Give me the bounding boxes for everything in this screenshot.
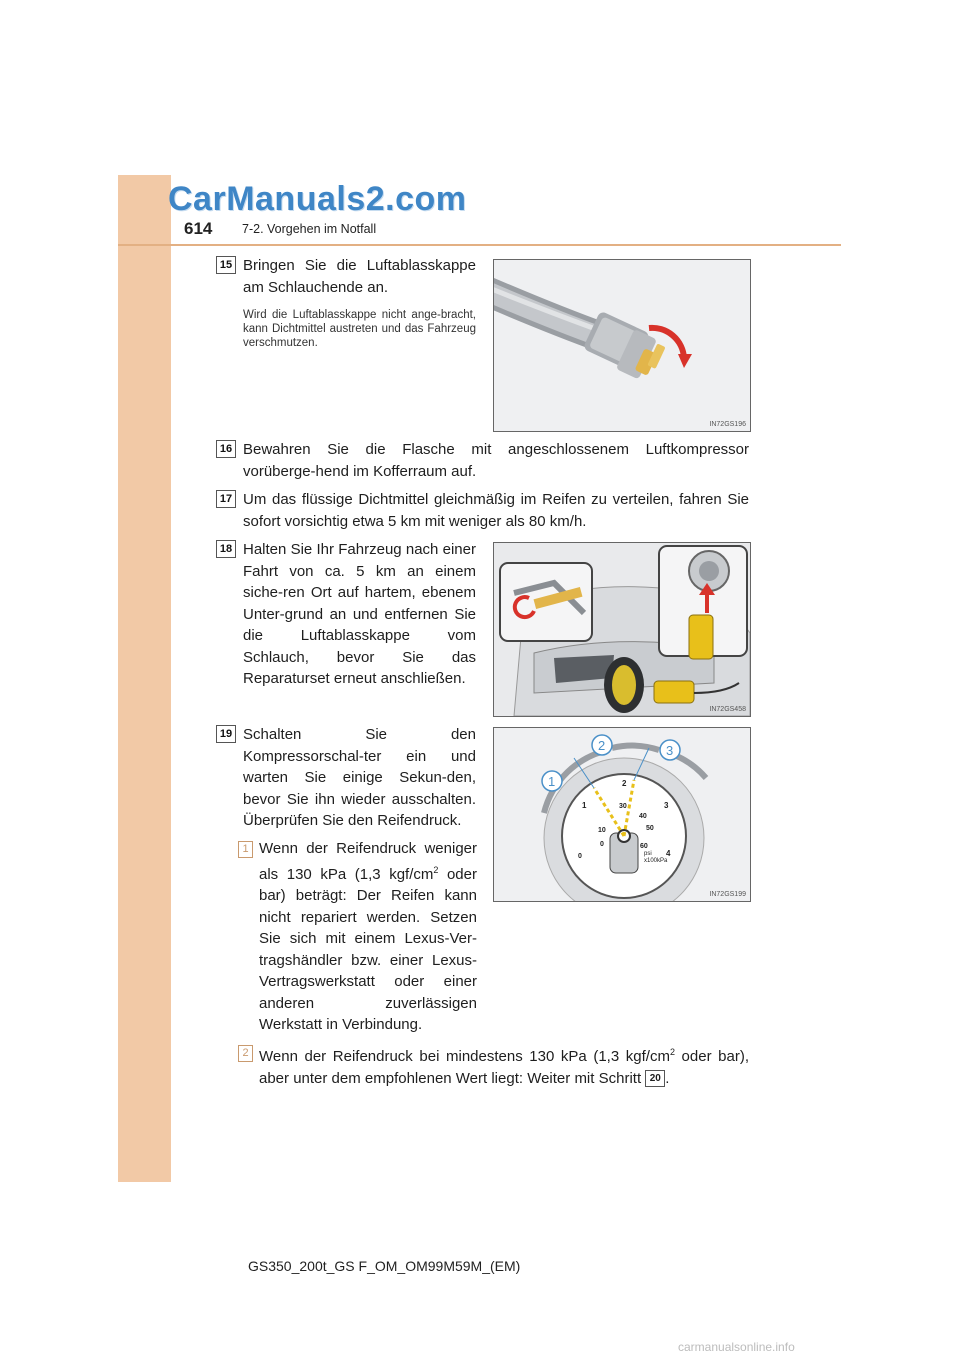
side-tab	[118, 175, 171, 1182]
gauge-outer-tick: 4	[666, 849, 671, 858]
sub-badge-1: 1	[238, 841, 253, 858]
pressure-gauge-illustration	[494, 728, 750, 901]
step-badge-17: 17	[216, 490, 236, 508]
step-17-text: Um das flüssige Dichtmittel gleichmäßig im Reifen zu verteilen, fahren Sie sofort vorsichtig etwa 5 km mit weniger als 80 km/h.	[243, 491, 749, 530]
step-badge-19: 19	[216, 725, 236, 743]
watermark-url: carmanualsonline.info	[678, 1340, 795, 1354]
sub-item-1-text: Wenn der Reifendruck weniger als 130 kPa (1,3 kgf/$cm^2$ oder bar) beträgt: Der Reifen kann nicht repariert werden. Setzen Sie sich mit einem Lexus-Ver-tragshändler bzw. einer Lexus-Vertragswerkstatt oder einer anderen zuverlässigen Werkstatt in Verbindung.	[259, 840, 477, 1033]
gauge-outer-tick: 2	[622, 779, 627, 788]
sub-item-2-text: Wenn der Reifendruck bei mindestens 130 kPa (1,3 kgf/$cm^2$ oder bar), aber unter dem empfohlenen Wert liegt: Weiter mit Schritt 20 .	[259, 1047, 750, 1087]
figure-code: IN72GS199	[709, 891, 746, 898]
gauge-inner-tick: 30	[619, 803, 627, 810]
gauge-inner-tick: 40	[639, 813, 647, 820]
step-badge-18: 18	[216, 540, 236, 558]
sub-badge-2: 2	[238, 1045, 253, 1062]
step-16-text: Bewahren Sie die Flasche mit angeschlossenem Luftkompressor vorüberge-hend im Kofferraum auf.	[243, 441, 749, 480]
header-divider	[118, 244, 841, 246]
step-15-text: Bringen Sie die Luftablasskappe am Schlauchende an.	[243, 257, 476, 296]
gauge-inner-tick: 50	[646, 825, 654, 832]
step-15-note: Wird die Luftablasskappe nicht ange-bracht, kann Dichtmittel austreten und das Fahrzeug verschmutzen.	[243, 309, 476, 349]
gauge-inner-tick: 10	[598, 827, 606, 834]
gauge-callout-1: 1	[548, 774, 556, 789]
page-number: 614	[184, 219, 213, 238]
step-badge-15: 15	[216, 256, 236, 274]
watermark-logo: CarManuals2.com	[168, 180, 467, 218]
gauge-zero-label: 0	[578, 853, 582, 860]
figure-code: IN72GS196	[709, 421, 746, 428]
section-title: 7-2. Vorgehen im Notfall	[242, 222, 377, 236]
figure-code: IN72GS458	[709, 706, 746, 713]
figure-hose-cap	[493, 259, 751, 432]
hose-cap-illustration	[494, 260, 750, 431]
gauge-unit-kpa: x100kPa	[644, 858, 668, 864]
gauge-outer-tick: 1	[582, 801, 587, 810]
gauge-outer-tick: 3	[664, 801, 669, 810]
gauge-inner-tick: 0	[600, 841, 604, 848]
figure-pressure-gauge	[493, 727, 751, 902]
step-19-text: Schalten Sie den Kompressorschal-ter ein und warten Sie einige Sekun-den, bevor Sie ihn wieder ausschalten. Überprüfen Sie den Reifendruck.	[243, 726, 476, 829]
step-badge-16: 16	[216, 440, 236, 458]
gauge-inner-tick: 60	[640, 843, 648, 850]
figure-car-kit	[493, 542, 751, 717]
car-kit-illustration	[494, 543, 750, 716]
step-18-text: Halten Sie Ihr Fahrzeug nach einer Fahrt von ca. 5 km an einem siche-ren Ort auf hartem, ebenem Unter-grund an und entfernen Sie die Luftablasskappe vom Schlauch, bevor Sie das Reparaturset erneut anschließen.	[243, 541, 476, 687]
gauge-callout-2: 2	[598, 738, 606, 753]
document-code: GS350_200t_GS F_OM_OM99M59M_(EM)	[248, 1258, 521, 1274]
gauge-callout-3: 3	[666, 743, 674, 758]
step-ref-20[interactable]: 20	[645, 1070, 665, 1087]
gauge-unit-psi: psi	[644, 851, 652, 857]
